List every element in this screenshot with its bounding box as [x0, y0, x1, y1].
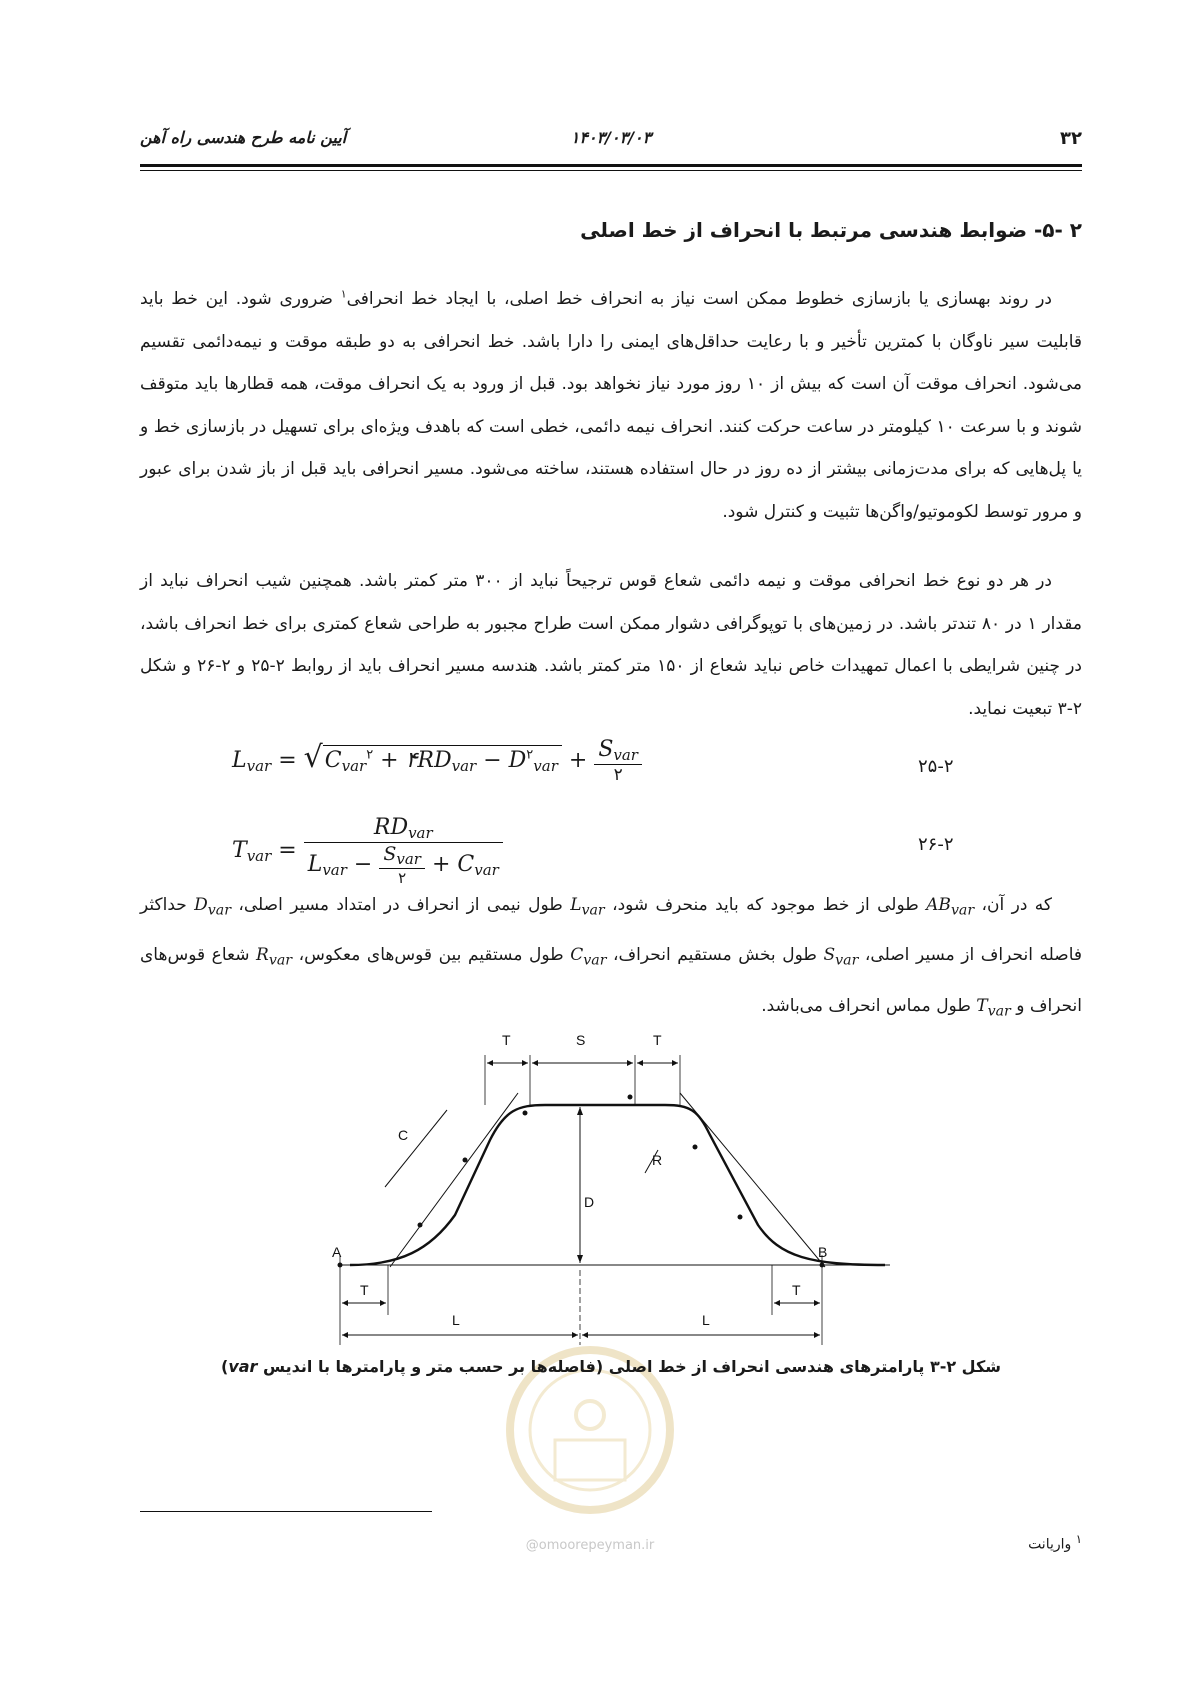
p3-t6: طول مستقیم بین قوس‌های معکوس، — [292, 945, 571, 966]
tangent-right — [680, 1093, 828, 1267]
eq1-s: S — [598, 737, 614, 762]
label-a: A — [332, 1244, 342, 1260]
label-t-top-left: T — [502, 1032, 511, 1048]
var-c — [570, 945, 607, 969]
page-number: ۳۲ — [1060, 128, 1082, 149]
arrow — [342, 1300, 348, 1306]
footnote-separator — [140, 1511, 432, 1512]
arrow — [342, 1332, 348, 1338]
eq2-c: C — [457, 852, 475, 877]
eq2-inner-den: ۲ — [398, 869, 407, 887]
var-d-symbol: D — [194, 895, 208, 915]
eq1-equals: = — [278, 748, 297, 773]
label-l-right: L — [702, 1312, 710, 1328]
label-t-bottom-right: T — [792, 1282, 801, 1298]
p3-t2: طولی از خط موجود که باید منحرف شود، — [604, 895, 927, 915]
eq1-mid-sub: var — [451, 757, 477, 775]
caption-italic: var — [228, 1357, 258, 1376]
arrow — [532, 1060, 538, 1066]
arrow — [577, 1107, 583, 1115]
eq2-lhs-sub: var — [246, 847, 272, 865]
point — [418, 1223, 423, 1228]
equation-26-number: ۲۶-۲ — [918, 834, 954, 855]
label-c: C — [398, 1127, 409, 1143]
figure-caption — [140, 1357, 1082, 1376]
seal-gear — [576, 1401, 604, 1429]
equation-25-number: ۲۵-۲ — [918, 756, 954, 777]
var-d-sub: var — [207, 902, 231, 919]
var-d — [194, 895, 231, 919]
footnote — [1028, 1532, 1082, 1553]
eq1-lhs: L — [232, 748, 247, 773]
arrow — [672, 1060, 678, 1066]
point — [523, 1111, 528, 1116]
p3-t5: طول بخش مستقیم انحراف، — [606, 945, 824, 966]
arrow — [774, 1300, 780, 1306]
arrow — [627, 1060, 633, 1066]
p3-t4: حداکثر فاصله انحراف از مسیر اصلی، — [140, 895, 1083, 966]
var-l-symbol: L — [570, 895, 582, 915]
label-d: D — [584, 1194, 595, 1210]
eq2-s-sub: var — [396, 850, 421, 868]
p3-t1: که در آن، — [974, 895, 1052, 915]
label-l-left: L — [452, 1312, 460, 1328]
eq1-minus-d: − D — [476, 748, 527, 773]
eq2-frac-den: $L_{var}$ − $\frac{S_{var}}{۲}$ + $C_{var}$ — [307, 843, 499, 887]
eq1-radicand — [323, 745, 562, 773]
label-r: R — [652, 1152, 663, 1168]
arrow — [380, 1300, 386, 1306]
eq1-c-sub: var — [341, 757, 367, 775]
eq2-fraction — [304, 815, 503, 887]
equation-25 — [232, 737, 642, 787]
eq2-frac-num — [304, 815, 503, 843]
footnote-text: واریانت — [1028, 1536, 1076, 1553]
var-t — [976, 995, 1011, 1020]
label-t-bottom-left: T — [360, 1282, 369, 1298]
eq2-l: L — [307, 852, 323, 877]
eq2-rd: RD — [373, 815, 409, 840]
point-b — [820, 1263, 825, 1268]
arrow — [522, 1060, 528, 1066]
var-t-symbol: T — [976, 995, 988, 1016]
header-document-title: آیین نامه طرح هندسی راه آهن — [140, 128, 347, 147]
p3-t8: طول مماس انحراف می‌باشد. — [761, 995, 977, 1016]
arrow — [814, 1332, 820, 1338]
eq1-frac-den: ۲ — [613, 765, 623, 785]
eq1-fraction — [594, 737, 642, 785]
var-s — [823, 945, 859, 969]
header-date: ۱۴۰۳/۰۳/۰۳ — [570, 128, 652, 147]
paragraph-1 — [140, 278, 1082, 533]
label-t-top-right: T — [653, 1032, 662, 1048]
eq2-rd-sub: var — [408, 824, 433, 842]
eq1-lhs-sub: var — [246, 757, 272, 775]
paragraph-1-text-a: در روند بهسازی یا بازسازی خطوط ممکن است نیاز به انحراف خط اصلی، با ایجاد خط انحرافی — [346, 289, 1053, 309]
watermark-text: @omoorepeyman.ir — [525, 1538, 655, 1553]
eq1-c-pow: ۲ — [366, 747, 374, 763]
eq1-plus: + — [568, 748, 588, 773]
arrow — [487, 1060, 493, 1066]
paragraph-2-text: در هر دو نوع خط انحرافی موقت و نیمه دائمی شعاع قوس ترجیحاً نباید از ۳۰۰ متر کمتر باشد. همچنین شیب انحراف نباید از مقدار ۱ در ۸۰ تندتر باشد. در زمین‌های با توپوگرافی دشوار ممکن است طراح مجبور به طراحی شعاع کمتری برای خط انحراف باشد، در چنین شرایطی با اعمال تمهیدات خاص نباید شعاع از ۱۵۰ متر کمتر باشد. هندسه مسیر انحراف باید از روابط ۲-۲۵ و ۲-۲۶ و شکل ۲-۳ تبعیت نماید. — [140, 571, 1083, 719]
var-c-symbol: C — [570, 945, 584, 966]
page-header — [140, 128, 1082, 158]
deviation-geometry-figure — [332, 1025, 900, 1345]
arrow — [637, 1060, 643, 1066]
header-rule-thick — [140, 164, 1082, 167]
var-ab — [926, 895, 975, 919]
label-s: S — [576, 1032, 586, 1048]
var-l-sub: var — [581, 902, 605, 919]
var-s-symbol: S — [823, 945, 836, 966]
eq1-mid: + ۴RD — [373, 748, 452, 773]
paragraph-1-text-b: ضروری شود. این خط باید قابلیت سیر ناوگان با کمترین تأخیر و با رعایت حداقل‌های ایمنی را دارا باشد. خط انحرافی به دو طبقه موقت و نیمه‌دائمی تقسیم می‌شود. انحراف موقت آن است که بیش از ۱۰ روز مورد نیاز نخواهد بود. قبل از ورود به یک انحراف موقت، همه قطارها باید متوقف شوند و با سرعت ۱۰ کیلومتر در ساعت حرکت کنند. انحراف نیمه دائمی، خطی است که باهدف ویژه‌ای برای تسهیل در بازسازی خط و یا پل‌هایی که برای مدت‌زمانی بیشتر از ده روز در حال استفاده هستند، ساخته می‌شود. مسیر انحرافی باید قبل از باز شدن برای عبور و مرور توسط لکوموتیو/واگن‌ها تثبیت و کنترل شود. — [140, 289, 1082, 522]
paragraph-3 — [140, 883, 1082, 1034]
var-r-symbol: R — [256, 945, 269, 966]
caption-close: ) — [221, 1357, 229, 1376]
eq1-d-pow: ۲ — [526, 747, 534, 763]
dimension-arrows — [342, 1060, 820, 1338]
eq2-inner-num — [379, 843, 425, 869]
var-ab-sub: var — [950, 902, 975, 919]
var-r-sub: var — [268, 952, 293, 969]
eq2-inner-fraction — [379, 843, 425, 887]
p3-t7: شعاع قوس‌های انحراف و — [140, 945, 1082, 1016]
equation-26 — [232, 815, 503, 887]
p3-t3: طول نیمی از انحراف در امتداد مسیر اصلی، — [231, 895, 571, 915]
eq1-frac-num — [594, 737, 642, 765]
eq2-equals: = — [278, 838, 297, 863]
eq2-l-sub: var — [322, 861, 347, 879]
var-s-sub: var — [835, 952, 859, 969]
tangent-points — [338, 1095, 828, 1268]
section-heading: ۲ -۵- ضوابط هندسی مرتبط با انحراف از خط اصلی — [580, 218, 1082, 242]
eq1-c: C — [324, 748, 342, 773]
dim-c — [385, 1110, 447, 1187]
caption-text: شکل ۲-۳ پارامترهای هندسی انحراف از خط اصلی (فاصله‌ها بر حسب متر و پارامترها با اندیس — [257, 1357, 1001, 1376]
point-a — [338, 1263, 343, 1268]
var-c-sub: var — [583, 952, 607, 969]
point — [738, 1215, 743, 1220]
eq1-d-sub: var — [533, 757, 558, 775]
header-rule-thin — [140, 170, 1082, 171]
point — [693, 1145, 698, 1150]
deviation-curve — [350, 1105, 885, 1265]
point — [628, 1095, 633, 1100]
var-l — [570, 895, 605, 919]
var-ab-symbol: AB — [926, 895, 951, 915]
eq1-sqrt-sign: √ — [303, 740, 323, 775]
arrow — [814, 1300, 820, 1306]
eq2-s: S — [383, 843, 397, 865]
var-t-sub: var — [987, 1003, 1011, 1020]
var-r — [256, 945, 293, 969]
seal-grid — [555, 1440, 625, 1480]
point — [463, 1158, 468, 1163]
eq1-s-sub: var — [613, 746, 638, 764]
eq2-c-sub: var — [474, 861, 499, 879]
eq2-lhs: T — [232, 838, 247, 863]
arrow — [577, 1255, 583, 1263]
footnote-reference[interactable]: ۱ — [340, 287, 347, 301]
label-b: B — [818, 1244, 828, 1260]
footnote-mark: ۱ — [1075, 1532, 1082, 1546]
paragraph-2 — [140, 560, 1082, 730]
tangent-left — [390, 1093, 518, 1267]
